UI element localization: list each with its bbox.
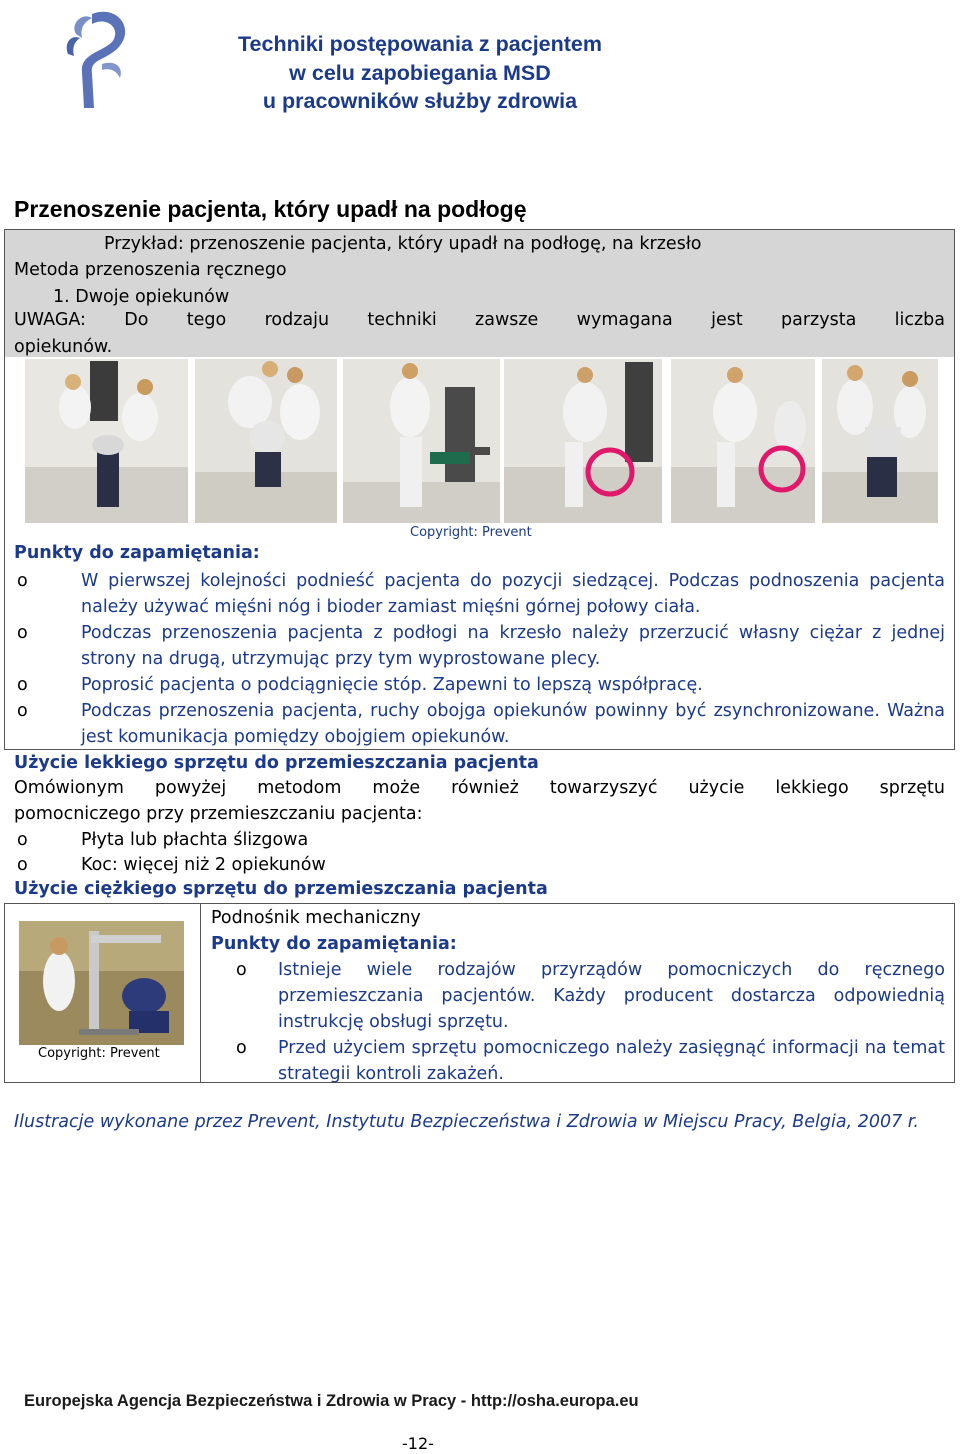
heavy-equipment-heading: Użycie ciężkiego sprzętu do przemieszczania pacjenta bbox=[14, 879, 548, 899]
header-line-3: u pracowników służby zdrowia bbox=[262, 89, 578, 113]
bullet-marker: o bbox=[17, 571, 28, 591]
text-word: lekkiego bbox=[775, 778, 849, 798]
light-text-line-1 bbox=[14, 778, 945, 798]
warning-word: liczba bbox=[894, 310, 945, 330]
step-6-photo bbox=[822, 359, 938, 523]
photo-strip bbox=[5, 357, 954, 525]
bullet-marker: o bbox=[17, 855, 28, 875]
remember-item-1: W pierwszej kolejności podnieść pacjenta do pozycji siedzącej. Podczas podnoszenia pacjenta należy używać mięśni nóg i bioder zamiast mięśni górnej połowy ciała. bbox=[81, 571, 945, 617]
osha-logo-icon bbox=[62, 4, 142, 112]
footer-agency: Europejska Agencja Bezpieczeństwa i Zdrowia w Pracy - http://osha.europa.eu bbox=[24, 1392, 639, 1410]
remember-list bbox=[14, 568, 945, 750]
text-word: również bbox=[451, 778, 519, 798]
warning-word: Do bbox=[124, 310, 149, 330]
method-heading: Metoda przenoszenia ręcznego bbox=[14, 260, 287, 280]
heavy-right-column bbox=[211, 905, 945, 1087]
device-name: Podnośnik mechaniczny bbox=[211, 908, 421, 928]
photo-copyright: Copyright: Prevent bbox=[410, 525, 532, 540]
light-text-line-2: pomocniczego przy przemieszczaniu pacjenta: bbox=[14, 804, 423, 824]
bullet-marker: o bbox=[236, 1038, 247, 1058]
list-item bbox=[14, 672, 945, 698]
light-item-2: Koc: więcej niż 2 opiekunów bbox=[81, 855, 326, 875]
remember-item-3: Poprosić pacjenta o podciągnięcie stóp. Zapewni to lepszą współpracę. bbox=[81, 675, 703, 695]
illustration-credits: Ilustracje wykonane przez Prevent, Instytutu Bezpieczeństwa i Zdrowia w Miejscu Pracy, Belgia, 2007 r. bbox=[14, 1112, 919, 1132]
warning-word: parzysta bbox=[781, 310, 857, 330]
page-number: -12- bbox=[402, 1434, 434, 1453]
warning-word: UWAGA: bbox=[14, 310, 86, 330]
step-4-photo bbox=[504, 359, 662, 523]
lift-copyright: Copyright: Prevent bbox=[38, 1046, 160, 1061]
heavy-item-2: Przed użyciem sprzętu pomocniczego należy zasięgnąć informacji na temat strategii kontroli zakażeń. bbox=[278, 1038, 945, 1084]
warning-word: tego bbox=[186, 310, 227, 330]
warning-word: zawsze bbox=[475, 310, 539, 330]
warning-line-1 bbox=[14, 310, 945, 330]
remember-item-2: Podczas przenoszenia pacjenta z podłogi na krzesło należy przerzucić własny ciężar z jednej strony na drugą, utrzymując przy tym wyprostowane plecy. bbox=[81, 623, 945, 669]
text-word: metodom bbox=[257, 778, 342, 798]
section-title: Przenoszenie pacjenta, który upadł na podłogę bbox=[14, 196, 527, 222]
header-line-2: w celu zapobiegania MSD bbox=[289, 60, 551, 85]
warning-word: wymagana bbox=[576, 310, 673, 330]
list-item bbox=[14, 568, 945, 620]
heavy-item-1: Istnieje wiele rodzajów przyrządów pomocniczych do ręcznego przemieszczania pacjentów. Każdy producent dostarcza odpowiednią instrukcję obsługi sprzętu. bbox=[278, 960, 945, 1032]
text-word: towarzyszyć bbox=[549, 778, 658, 798]
step-1-photo bbox=[25, 359, 188, 523]
warning-word: jest bbox=[711, 310, 743, 330]
text-word: sprzętu bbox=[879, 778, 945, 798]
bullet-marker: o bbox=[17, 830, 28, 850]
text-word: Omówionym bbox=[14, 778, 124, 798]
bullet-marker: o bbox=[17, 675, 28, 695]
list-item bbox=[211, 957, 945, 1035]
warning-word: rodzaju bbox=[264, 310, 330, 330]
document-header-title bbox=[165, 30, 675, 116]
warning-line-2: opiekunów. bbox=[14, 337, 113, 357]
bullet-marker: o bbox=[17, 701, 28, 721]
warning-word: techniki bbox=[367, 310, 437, 330]
light-equipment-heading: Użycie lekkiego sprzętu do przemieszczania pacjenta bbox=[14, 753, 539, 773]
text-word: powyżej bbox=[154, 778, 227, 798]
header-line-1: Techniki postępowania z pacjentem bbox=[238, 32, 602, 56]
step-3-photo bbox=[343, 359, 500, 523]
heavy-remember-heading: Punkty do zapamiętania: bbox=[211, 934, 457, 954]
step-5-photo bbox=[671, 359, 815, 523]
step-2-photo bbox=[195, 359, 337, 523]
bullet-marker: o bbox=[17, 623, 28, 643]
numbered-item: 1. Dwoje opiekunów bbox=[53, 287, 230, 307]
mechanical-lift-photo bbox=[19, 921, 184, 1045]
bullet-marker: o bbox=[236, 960, 247, 980]
remember-heading: Punkty do zapamiętania: bbox=[14, 543, 260, 563]
example-heading: Przykład: przenoszenie pacjenta, który upadł na podłogę, na krzesło bbox=[104, 234, 702, 254]
text-word: może bbox=[372, 778, 421, 798]
light-item-1: Płyta lub płachta ślizgowa bbox=[81, 830, 309, 850]
list-item bbox=[14, 698, 945, 750]
list-item bbox=[14, 620, 945, 672]
remember-item-4: Podczas przenoszenia pacjenta, ruchy obojga opiekunów powinny być zsynchronizowane. Ważna jest komunikacja pomiędzy obojgiem opiekunów. bbox=[81, 701, 945, 747]
list-item bbox=[211, 1035, 945, 1087]
text-word: użycie bbox=[688, 778, 745, 798]
column-divider bbox=[200, 904, 201, 1082]
